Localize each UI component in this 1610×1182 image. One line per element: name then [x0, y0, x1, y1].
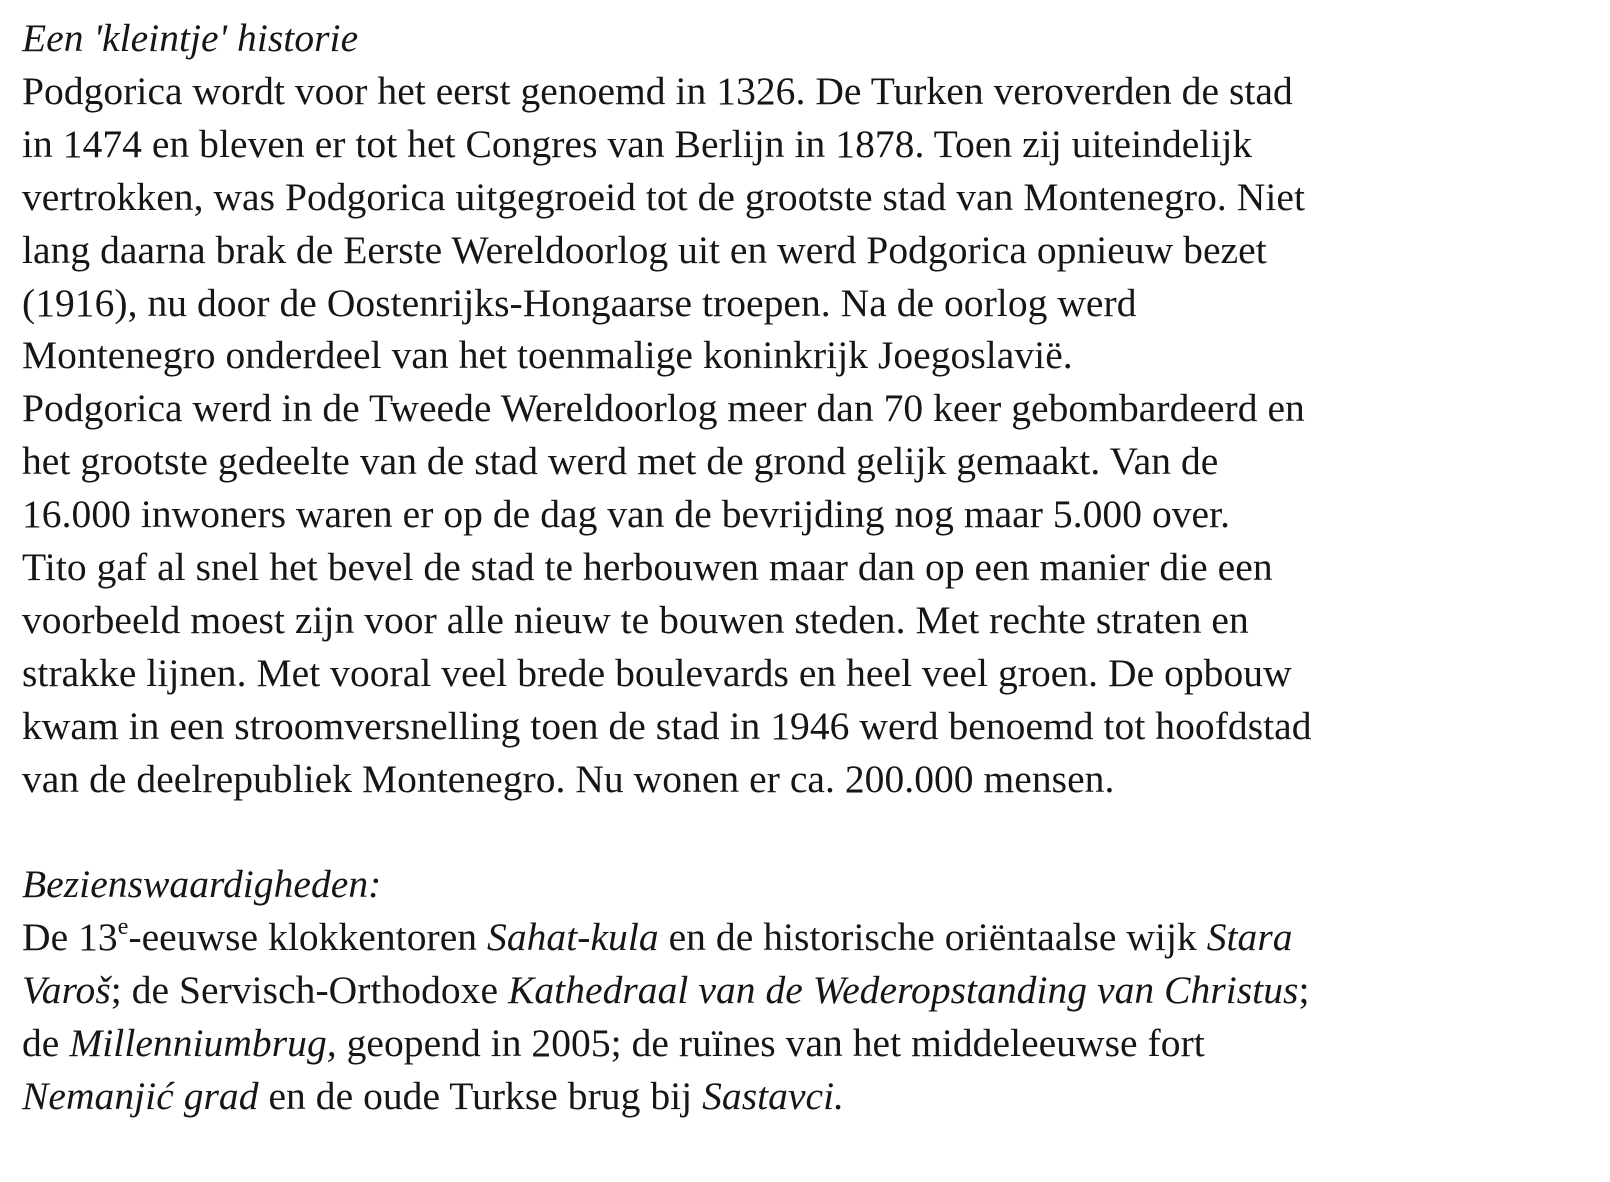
text-line: van de deelrepubliek Montenegro. Nu wonen er ca. 200.000 mensen. — [22, 756, 1115, 801]
text-run: ; — [1298, 968, 1310, 1013]
sight-name: Stara — [1206, 915, 1293, 960]
text-line: 16.000 inwoners waren er op de dag van de bevrijding nog maar 5.000 over. — [22, 492, 1231, 537]
text-line — [22, 964, 1592, 1017]
text-line: (1916), nu door de Oostenrijks-Hongaarse troepen. Na de oorlog werd — [22, 280, 1137, 325]
text-line: Montenegro onderdeel van het toenmalige koninkrijk Joegoslavië. — [22, 333, 1073, 378]
text-line: kwam in een stroomversnelling toen de stad in 1946 werd benoemd tot hoofdstad — [22, 703, 1312, 748]
text-line: in 1474 en bleven er tot het Congres van Berlijn in 1878. Toen zij uiteindelijk — [22, 121, 1253, 166]
text-line: strakke lijnen. Met vooral veel brede boulevards en heel veel groen. De opbouw — [22, 650, 1292, 695]
sight-name: Sahat-kula — [487, 915, 659, 960]
text-line: vertrokken, was Podgorica uitgegroeid tot de grootste stad van Montenegro. Niet — [22, 174, 1305, 219]
sight-name: Varoš — [22, 968, 111, 1013]
text-run: geopend in 2005; de ruïnes van het middeleeuwse fort — [336, 1021, 1205, 1066]
sight-name: Millenniumbrug, — [69, 1021, 337, 1066]
sights-heading: Bezienswaardigheden: — [22, 862, 382, 907]
sight-name: Sastavci. — [702, 1074, 845, 1119]
text-run: De 13 — [22, 915, 118, 960]
text-run: en de oude Turkse brug bij — [258, 1074, 703, 1119]
document-page — [22, 12, 1592, 1123]
paragraph-spacer — [22, 806, 1592, 859]
text-run: ; de Servisch-Orthodoxe — [110, 968, 508, 1013]
history-heading: Een 'kleintje' historie — [22, 16, 359, 60]
text-run: de — [22, 1021, 70, 1066]
text-line: voorbeeld moest zijn voor alle nieuw te bouwen steden. Met rechte straten en — [22, 597, 1249, 642]
sight-name: Kathedraal van de Wederopstanding van Christus — [507, 968, 1299, 1013]
text-run: en de historische oriëntaalse wijk — [658, 915, 1207, 960]
sight-name: Nemanjić grad — [22, 1074, 259, 1119]
text-line: Podgorica werd in de Tweede Wereldoorlog meer dan 70 keer gebombardeerd en — [22, 386, 1305, 431]
sights-paragraph — [22, 911, 1592, 1123]
text-line — [22, 1070, 1592, 1123]
ordinal-superscript: e — [117, 914, 129, 941]
text-line: het grootste gedeelte van de stad werd met de grond gelijk gemaakt. Van de — [22, 439, 1219, 484]
text-line: Tito gaf al snel het bevel de stad te herbouwen maar dan op een manier die een — [22, 545, 1273, 590]
text-line: lang daarna brak de Eerste Wereldoorlog uit en werd Podgorica opnieuw bezet — [22, 227, 1267, 272]
text-line — [22, 911, 1592, 964]
history-paragraph — [22, 65, 1592, 806]
text-run: -eeuwse klokkentoren — [128, 915, 488, 960]
text-line: Podgorica wordt voor het eerst genoemd in 1326. De Turken veroverden de stad — [22, 68, 1293, 113]
text-line — [22, 1017, 1592, 1070]
